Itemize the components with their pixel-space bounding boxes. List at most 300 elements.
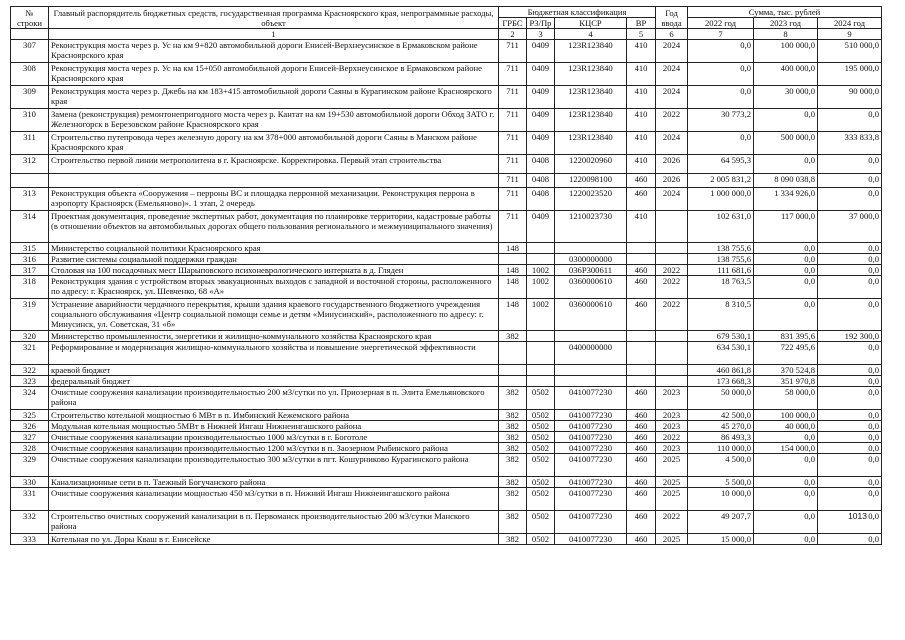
sum-2022-cell: 15 000,0 bbox=[688, 534, 754, 545]
vr-cell: 460 bbox=[627, 299, 656, 331]
vr-cell: 460 bbox=[627, 477, 656, 488]
sum-2022-cell: 138 755,6 bbox=[688, 254, 754, 265]
table-row bbox=[11, 254, 882, 265]
kcsr-cell: 036P300611 bbox=[555, 265, 627, 276]
header-row-number: № строки bbox=[11, 7, 49, 29]
sum-2024-cell: 0,0 bbox=[818, 254, 882, 265]
grbs-cell: 148 bbox=[499, 276, 527, 299]
year-cell bbox=[656, 331, 688, 342]
row-number-cell: 310 bbox=[11, 109, 49, 132]
sum-2024-cell: 195 000,0 bbox=[818, 63, 882, 86]
column-number: 1 bbox=[49, 29, 499, 40]
sum-2023-cell: 0,0 bbox=[754, 265, 818, 276]
object-name-cell: Канализационные сети в п. Таежный Богучанского района bbox=[49, 477, 499, 488]
sum-2022-cell: 49 207,7 bbox=[688, 511, 754, 534]
kcsr-cell: 0410077230 bbox=[555, 454, 627, 477]
grbs-cell bbox=[499, 365, 527, 376]
row-number-cell: 328 bbox=[11, 443, 49, 454]
section-cell: 0502 bbox=[527, 511, 555, 534]
object-name-cell: Реконструкция моста через р. Ус на км 15+050 автомобильной дороги Енисей-Верхнеусинское в Ермаковском районе Красноярского края bbox=[49, 63, 499, 86]
sum-2024-cell: 0,0 bbox=[818, 299, 882, 331]
section-cell: 0409 bbox=[527, 132, 555, 155]
grbs-cell: 382 bbox=[499, 331, 527, 342]
sum-2022-cell: 64 595,3 bbox=[688, 155, 754, 174]
object-name-cell: Строительство путепровода через железную дорогу на км 378+000 автомобильной дороги Саяны в Манском районе Красноярского края bbox=[49, 132, 499, 155]
vr-cell: 460 bbox=[627, 421, 656, 432]
grbs-cell: 382 bbox=[499, 443, 527, 454]
kcsr-cell: 0360000610 bbox=[555, 299, 627, 331]
sum-2022-cell: 86 493,3 bbox=[688, 432, 754, 443]
year-cell: 2022 bbox=[656, 432, 688, 443]
object-name-cell: Очистные сооружения канализации производительностью 300 м3/сутки в пгт. Кошурниково Курагинского района bbox=[49, 454, 499, 477]
object-name-cell: Очистные сооружения канализации мощностью 450 м3/сутки в п. Нижний Ингаш Нижнеингашского района bbox=[49, 488, 499, 511]
row-number-cell: 325 bbox=[11, 410, 49, 421]
object-name-cell: Очистные сооружения канализации производительностью 1200 м3/сутки в п. Заозерном Рыбинского района bbox=[49, 443, 499, 454]
vr-cell: 410 bbox=[627, 40, 656, 63]
year-cell bbox=[656, 211, 688, 243]
section-cell bbox=[527, 365, 555, 376]
header-2022: 2022 год bbox=[688, 18, 754, 29]
row-number-cell: 316 bbox=[11, 254, 49, 265]
vr-cell bbox=[627, 365, 656, 376]
row-number-cell: 318 bbox=[11, 276, 49, 299]
object-name-cell: федеральный бюджет bbox=[49, 376, 499, 387]
section-cell: 0502 bbox=[527, 421, 555, 432]
sum-2024-cell: 0,0 bbox=[818, 454, 882, 477]
grbs-cell: 148 bbox=[499, 299, 527, 331]
section-cell bbox=[527, 342, 555, 365]
year-cell: 2022 bbox=[656, 265, 688, 276]
section-cell: 1002 bbox=[527, 299, 555, 331]
row-number-cell: 329 bbox=[11, 454, 49, 477]
column-number: 2 bbox=[499, 29, 527, 40]
object-name-cell: Развитие системы социальной поддержки граждан bbox=[49, 254, 499, 265]
kcsr-cell: 1220098100 bbox=[555, 174, 627, 188]
year-cell: 2024 bbox=[656, 40, 688, 63]
year-cell: 2023 bbox=[656, 421, 688, 432]
table-body bbox=[11, 40, 882, 545]
kcsr-cell: 123R123840 bbox=[555, 63, 627, 86]
year-cell: 2025 bbox=[656, 477, 688, 488]
sum-2024-cell: 0,0 bbox=[818, 410, 882, 421]
section-cell: 0408 bbox=[527, 188, 555, 211]
object-name-cell: Строительство очистных сооружений канализации в п. Первоманск производительностью 200 м3/сутки Манского района bbox=[49, 511, 499, 534]
row-number-cell: 324 bbox=[11, 387, 49, 410]
grbs-cell bbox=[499, 254, 527, 265]
sum-2022-cell: 0,0 bbox=[688, 86, 754, 109]
table-row bbox=[11, 211, 882, 243]
table-row bbox=[11, 276, 882, 299]
sum-2022-cell: 111 681,6 bbox=[688, 265, 754, 276]
sum-2023-cell: 58 000,0 bbox=[754, 387, 818, 410]
section-cell: 0409 bbox=[527, 63, 555, 86]
vr-cell bbox=[627, 254, 656, 265]
kcsr-cell: 1210023730 bbox=[555, 211, 627, 243]
header-rzpr: Р3/Пр bbox=[527, 18, 555, 29]
table-row bbox=[11, 243, 882, 254]
sum-2022-cell: 634 530,1 bbox=[688, 342, 754, 365]
vr-cell bbox=[627, 331, 656, 342]
section-cell: 1002 bbox=[527, 276, 555, 299]
sum-2022-cell: 1 000 000,0 bbox=[688, 188, 754, 211]
vr-cell: 410 bbox=[627, 109, 656, 132]
sum-2023-cell: 0,0 bbox=[754, 488, 818, 511]
kcsr-cell bbox=[555, 376, 627, 387]
vr-cell: 460 bbox=[627, 188, 656, 211]
section-cell: 0409 bbox=[527, 86, 555, 109]
year-cell: 2026 bbox=[656, 155, 688, 174]
object-name-cell: Устранение аварийности чердачного перекрытия, крыши здания краевого государственного бюджетного учреждения социального обслуживания «Центр социальной помощи семье и детям «Минусинский», расположенного по адресу: г. Минусинск, ул. Советская, 31 «б» bbox=[49, 299, 499, 331]
sum-2024-cell: 37 000,0 bbox=[818, 211, 882, 243]
sum-2023-cell: 40 000,0 bbox=[754, 421, 818, 432]
sum-2023-cell: 0,0 bbox=[754, 432, 818, 443]
sum-2022-cell: 4 500,0 bbox=[688, 454, 754, 477]
table-row bbox=[11, 421, 882, 432]
year-cell: 2025 bbox=[656, 534, 688, 545]
vr-cell bbox=[627, 342, 656, 365]
page-number: 1013 bbox=[848, 511, 867, 521]
header-budget-classification: Бюджетная классификация bbox=[499, 7, 656, 18]
sum-2023-cell: 8 090 038,8 bbox=[754, 174, 818, 188]
grbs-cell: 148 bbox=[499, 265, 527, 276]
grbs-cell: 711 bbox=[499, 86, 527, 109]
sum-2023-cell: 0,0 bbox=[754, 155, 818, 174]
column-number: 7 bbox=[688, 29, 754, 40]
object-name-cell: краевой бюджет bbox=[49, 365, 499, 376]
kcsr-cell bbox=[555, 331, 627, 342]
table-row bbox=[11, 477, 882, 488]
kcsr-cell: 123R123840 bbox=[555, 109, 627, 132]
column-number: 8 bbox=[754, 29, 818, 40]
sum-2022-cell: 18 763,5 bbox=[688, 276, 754, 299]
table-row bbox=[11, 40, 882, 63]
row-number-cell: 313 bbox=[11, 188, 49, 211]
table-row bbox=[11, 454, 882, 477]
sum-2022-cell: 0,0 bbox=[688, 132, 754, 155]
table-row bbox=[11, 534, 882, 545]
object-name-cell bbox=[49, 174, 499, 188]
sum-2024-cell: 0,0 bbox=[818, 174, 882, 188]
row-number-cell: 311 bbox=[11, 132, 49, 155]
row-number-cell: 320 bbox=[11, 331, 49, 342]
object-name-cell: Строительство первой линии метрополитена в г. Красноярске. Корректировка. Первый этап строительства bbox=[49, 155, 499, 174]
section-cell: 0502 bbox=[527, 387, 555, 410]
grbs-cell: 711 bbox=[499, 132, 527, 155]
vr-cell: 460 bbox=[627, 387, 656, 410]
sum-2023-cell: 370 524,8 bbox=[754, 365, 818, 376]
grbs-cell bbox=[499, 376, 527, 387]
grbs-cell: 382 bbox=[499, 477, 527, 488]
sum-2023-cell: 154 000,0 bbox=[754, 443, 818, 454]
sum-2024-cell: 0,0 bbox=[818, 365, 882, 376]
grbs-cell bbox=[499, 342, 527, 365]
sum-2022-cell: 8 310,5 bbox=[688, 299, 754, 331]
year-cell: 2022 bbox=[656, 109, 688, 132]
row-number-cell: 327 bbox=[11, 432, 49, 443]
table-row bbox=[11, 387, 882, 410]
section-cell: 0408 bbox=[527, 174, 555, 188]
row-number-cell: 326 bbox=[11, 421, 49, 432]
row-number-cell: 307 bbox=[11, 40, 49, 63]
row-number-cell: 314 bbox=[11, 211, 49, 243]
grbs-cell: 148 bbox=[499, 243, 527, 254]
table-row bbox=[11, 265, 882, 276]
vr-cell: 460 bbox=[627, 511, 656, 534]
sum-2023-cell: 0,0 bbox=[754, 454, 818, 477]
sum-2022-cell: 102 631,0 bbox=[688, 211, 754, 243]
grbs-cell: 382 bbox=[499, 511, 527, 534]
header-year: Год ввода bbox=[656, 7, 688, 29]
year-cell: 2023 bbox=[656, 410, 688, 421]
vr-cell: 460 bbox=[627, 276, 656, 299]
sum-2024-cell: 0,0 bbox=[818, 276, 882, 299]
sum-2024-cell: 510 000,0 bbox=[818, 40, 882, 63]
grbs-cell: 711 bbox=[499, 40, 527, 63]
sum-2024-cell: 0,0 bbox=[818, 376, 882, 387]
kcsr-cell bbox=[555, 365, 627, 376]
row-number-cell: 308 bbox=[11, 63, 49, 86]
sum-2022-cell: 5 500,0 bbox=[688, 477, 754, 488]
sum-2022-cell: 30 773,2 bbox=[688, 109, 754, 132]
year-cell: 2022 bbox=[656, 511, 688, 534]
year-cell bbox=[656, 376, 688, 387]
year-cell: 2024 bbox=[656, 86, 688, 109]
header-grbs: ГРБС bbox=[499, 18, 527, 29]
sum-2024-cell: 192 300,0 bbox=[818, 331, 882, 342]
vr-cell: 410 bbox=[627, 155, 656, 174]
sum-2024-cell: 0,0 bbox=[818, 387, 882, 410]
section-cell: 0502 bbox=[527, 432, 555, 443]
grbs-cell: 382 bbox=[499, 534, 527, 545]
sum-2024-cell: 0,0 bbox=[818, 265, 882, 276]
year-cell: 2024 bbox=[656, 188, 688, 211]
sum-2023-cell: 722 495,6 bbox=[754, 342, 818, 365]
object-name-cell: Проектная документация, проведение экспертных работ, документация по планировке территории, кадастровые работы (в отношении объектов на автомобильных дорогах общего пользования регионального и межмуниципального значения) bbox=[49, 211, 499, 243]
sum-2024-cell: 333 833,8 bbox=[818, 132, 882, 155]
sum-2022-cell: 50 000,0 bbox=[688, 387, 754, 410]
kcsr-cell: 0410077230 bbox=[555, 421, 627, 432]
table-row bbox=[11, 365, 882, 376]
sum-2023-cell: 351 970,8 bbox=[754, 376, 818, 387]
table-row bbox=[11, 342, 882, 365]
table-row bbox=[11, 63, 882, 86]
sum-2023-cell: 831 395,6 bbox=[754, 331, 818, 342]
sum-2024-cell: 0,0 bbox=[818, 488, 882, 511]
sum-2024-cell: 0,0 bbox=[818, 421, 882, 432]
vr-cell: 410 bbox=[627, 86, 656, 109]
row-number-cell: 333 bbox=[11, 534, 49, 545]
table-row bbox=[11, 132, 882, 155]
sum-2023-cell: 1 334 926,0 bbox=[754, 188, 818, 211]
vr-cell: 460 bbox=[627, 410, 656, 421]
vr-cell: 410 bbox=[627, 63, 656, 86]
sum-2022-cell: 45 270,0 bbox=[688, 421, 754, 432]
sum-2024-cell: 0,0 bbox=[818, 243, 882, 254]
sum-2024-cell: 0,0 bbox=[818, 511, 882, 534]
sum-2024-cell: 90 000,0 bbox=[818, 86, 882, 109]
table-row bbox=[11, 188, 882, 211]
sum-2024-cell: 0,0 bbox=[818, 188, 882, 211]
row-number-cell: 322 bbox=[11, 365, 49, 376]
year-cell: 2022 bbox=[656, 276, 688, 299]
table-row bbox=[11, 432, 882, 443]
kcsr-cell: 0410077230 bbox=[555, 477, 627, 488]
kcsr-cell: 1220020960 bbox=[555, 155, 627, 174]
section-cell: 0502 bbox=[527, 534, 555, 545]
kcsr-cell: 123R123840 bbox=[555, 132, 627, 155]
table-row bbox=[11, 109, 882, 132]
sum-2022-cell: 42 500,0 bbox=[688, 410, 754, 421]
row-number-cell: 323 bbox=[11, 376, 49, 387]
vr-cell: 460 bbox=[627, 265, 656, 276]
object-name-cell: Реформирование и модернизация жилищно-коммунального хозяйства и повышение энергетической эффективности bbox=[49, 342, 499, 365]
section-cell: 0409 bbox=[527, 109, 555, 132]
header-2024: 2024 год bbox=[818, 18, 882, 29]
row-number-cell: 317 bbox=[11, 265, 49, 276]
header-name: Главный распорядитель бюджетных средств, государственная программа Красноярского края, непрограммные расходы, объект bbox=[49, 7, 499, 29]
budget-table bbox=[10, 6, 882, 545]
vr-cell: 460 bbox=[627, 174, 656, 188]
object-name-cell: Реконструкция объекта «Сооружения – перроны ВС и площадка перронной механизации. Реконструкция перрона в аэропорту Красноярск (Емельяново)». 1 этап, 2 очередь bbox=[49, 188, 499, 211]
kcsr-cell: 0410077230 bbox=[555, 410, 627, 421]
sum-2023-cell: 100 000,0 bbox=[754, 410, 818, 421]
grbs-cell: 711 bbox=[499, 109, 527, 132]
section-cell: 0502 bbox=[527, 410, 555, 421]
vr-cell: 460 bbox=[627, 534, 656, 545]
grbs-cell: 711 bbox=[499, 174, 527, 188]
object-name-cell: Модульная котельная мощностью 5МВт в Нижней Ингаш Нижнеингашского района bbox=[49, 421, 499, 432]
section-cell bbox=[527, 331, 555, 342]
kcsr-cell: 0410077230 bbox=[555, 387, 627, 410]
header-vr: ВР bbox=[627, 18, 656, 29]
sum-2023-cell: 400 000,0 bbox=[754, 63, 818, 86]
row-number-cell: 330 bbox=[11, 477, 49, 488]
grbs-cell: 382 bbox=[499, 432, 527, 443]
header-sum: Сумма, тыс. рублей bbox=[688, 7, 882, 18]
row-number-cell: 312 bbox=[11, 155, 49, 174]
vr-cell: 460 bbox=[627, 443, 656, 454]
sum-2022-cell: 2 005 831,2 bbox=[688, 174, 754, 188]
sum-2023-cell: 30 000,0 bbox=[754, 86, 818, 109]
header-2023: 2023 год bbox=[754, 18, 818, 29]
section-cell: 0502 bbox=[527, 488, 555, 511]
sum-2022-cell: 0,0 bbox=[688, 63, 754, 86]
vr-cell: 460 bbox=[627, 454, 656, 477]
sum-2023-cell: 0,0 bbox=[754, 254, 818, 265]
grbs-cell: 711 bbox=[499, 63, 527, 86]
vr-cell: 460 bbox=[627, 488, 656, 511]
year-cell bbox=[656, 365, 688, 376]
sum-2022-cell: 0,0 bbox=[688, 40, 754, 63]
object-name-cell: Столовая на 100 посадочных мест Шарыповского психоневрологического интерната в д. Гляден bbox=[49, 265, 499, 276]
table-row bbox=[11, 443, 882, 454]
section-cell: 0409 bbox=[527, 40, 555, 63]
year-cell: 2025 bbox=[656, 454, 688, 477]
row-number-cell: 319 bbox=[11, 299, 49, 331]
column-number: 3 bbox=[527, 29, 555, 40]
sum-2022-cell: 110 000,0 bbox=[688, 443, 754, 454]
sum-2023-cell: 0,0 bbox=[754, 243, 818, 254]
table-row bbox=[11, 155, 882, 174]
sum-2024-cell: 0,0 bbox=[818, 109, 882, 132]
object-name-cell: Министерство промышленности, энергетики и жилищно-коммунального хозяйства Красноярского края bbox=[49, 331, 499, 342]
table-row bbox=[11, 86, 882, 109]
grbs-cell: 382 bbox=[499, 454, 527, 477]
sum-2022-cell: 138 755,6 bbox=[688, 243, 754, 254]
year-cell bbox=[656, 254, 688, 265]
column-number bbox=[11, 29, 49, 40]
grbs-cell: 382 bbox=[499, 387, 527, 410]
table-row bbox=[11, 174, 882, 188]
table-row bbox=[11, 410, 882, 421]
year-cell bbox=[656, 342, 688, 365]
year-cell: 2022 bbox=[656, 299, 688, 331]
kcsr-cell: 0400000000 bbox=[555, 342, 627, 365]
object-name-cell: Очистные сооружения канализации производительностью 200 м3/сутки по ул. Приозерная в п. Элита Емельяновского района bbox=[49, 387, 499, 410]
kcsr-cell: 123R123840 bbox=[555, 40, 627, 63]
sum-2022-cell: 10 000,0 bbox=[688, 488, 754, 511]
sum-2023-cell: 100 000,0 bbox=[754, 40, 818, 63]
kcsr-cell: 0410077230 bbox=[555, 488, 627, 511]
vr-cell: 410 bbox=[627, 211, 656, 243]
sum-2022-cell: 679 530,1 bbox=[688, 331, 754, 342]
grbs-cell: 711 bbox=[499, 211, 527, 243]
section-cell bbox=[527, 376, 555, 387]
table-row bbox=[11, 331, 882, 342]
section-cell: 0502 bbox=[527, 443, 555, 454]
grbs-cell: 382 bbox=[499, 421, 527, 432]
header-kcsr: КЦСР bbox=[555, 18, 627, 29]
sum-2023-cell: 0,0 bbox=[754, 276, 818, 299]
sum-2024-cell: 0,0 bbox=[818, 432, 882, 443]
year-cell: 2023 bbox=[656, 387, 688, 410]
row-number-cell: 315 bbox=[11, 243, 49, 254]
object-name-cell: Котельная по ул. Доры Кваш в г. Енисейске bbox=[49, 534, 499, 545]
sum-2023-cell: 0,0 bbox=[754, 109, 818, 132]
sum-2024-cell: 0,0 bbox=[818, 443, 882, 454]
section-cell: 0502 bbox=[527, 454, 555, 477]
sum-2022-cell: 173 668,3 bbox=[688, 376, 754, 387]
table-row bbox=[11, 376, 882, 387]
object-name-cell: Очистные сооружения канализации производительностью 1000 м3/сутки в г. Боготоле bbox=[49, 432, 499, 443]
grbs-cell: 382 bbox=[499, 410, 527, 421]
grbs-cell: 711 bbox=[499, 155, 527, 174]
sum-2022-cell: 460 861,8 bbox=[688, 365, 754, 376]
kcsr-cell: 0410077230 bbox=[555, 443, 627, 454]
sum-2023-cell: 0,0 bbox=[754, 477, 818, 488]
kcsr-cell: 0360000610 bbox=[555, 276, 627, 299]
object-name-cell: Реконструкция моста через р. Джебь на км 183+415 автомобильной дороги Саяны в Курагинском районе Красноярского края bbox=[49, 86, 499, 109]
section-cell bbox=[527, 254, 555, 265]
grbs-cell: 382 bbox=[499, 488, 527, 511]
row-number-cell: 321 bbox=[11, 342, 49, 365]
sum-2024-cell: 0,0 bbox=[818, 534, 882, 545]
vr-cell bbox=[627, 243, 656, 254]
column-number: 4 bbox=[555, 29, 627, 40]
section-cell bbox=[527, 243, 555, 254]
sum-2023-cell: 0,0 bbox=[754, 299, 818, 331]
sum-2024-cell: 0,0 bbox=[818, 477, 882, 488]
kcsr-cell: 0410077230 bbox=[555, 432, 627, 443]
row-number-cell: 309 bbox=[11, 86, 49, 109]
column-number: 5 bbox=[627, 29, 656, 40]
object-name-cell: Замена (реконструкция) ремонтонепригодного моста через р. Кантат на км 19+530 автомобильной дороги Обход ЗАТО г. Железногорск в Березовском районе Красноярского края bbox=[49, 109, 499, 132]
grbs-cell: 711 bbox=[499, 188, 527, 211]
sum-2023-cell: 0,0 bbox=[754, 511, 818, 534]
sum-2024-cell: 0,0 bbox=[818, 155, 882, 174]
kcsr-cell: 0410077230 bbox=[555, 511, 627, 534]
object-name-cell: Строительство котельной мощностью 6 МВт в п. Имбинский Кежемского района bbox=[49, 410, 499, 421]
